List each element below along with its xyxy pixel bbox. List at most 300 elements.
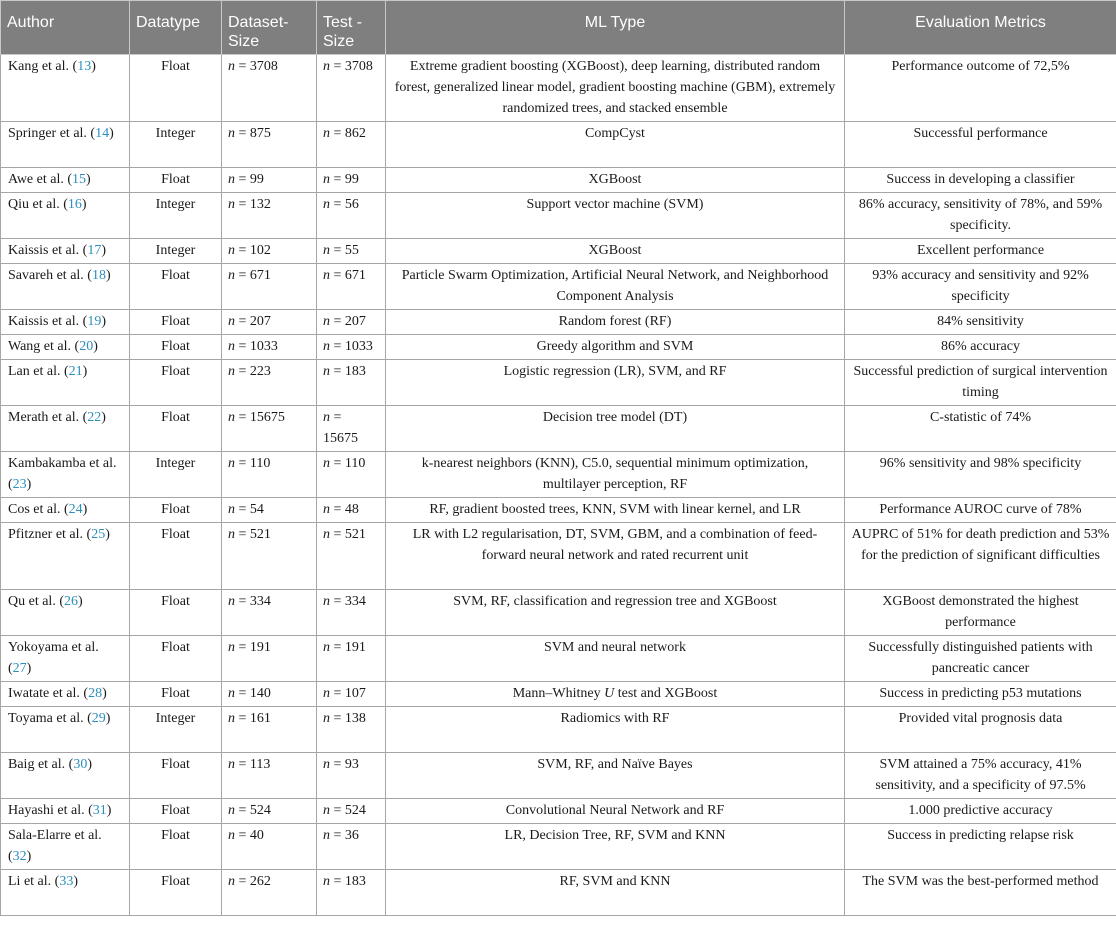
size-value: = 40 [235, 828, 264, 843]
size-value: = 1033 [235, 339, 278, 354]
author-paren: ) [82, 502, 88, 517]
author-paren: ) [105, 527, 110, 542]
table-row [1, 193, 1116, 239]
ml-type-cell: SVM, RF, classification and regression tree and XGBoost [386, 590, 845, 636]
author-name: Kang et al. ( [8, 59, 78, 74]
dataset-size-cell [222, 406, 317, 452]
header-evaluation-metrics: Evaluation Metrics [845, 1, 1116, 55]
n-symbol: n [323, 803, 330, 818]
author-name: Cos et al. ( [8, 502, 69, 517]
size-value: = 99 [330, 172, 359, 187]
reference-link[interactable]: 20 [79, 339, 94, 354]
n-symbol: n [228, 456, 235, 471]
evaluation-metrics-cell: XGBoost demonstrated the highest performance [845, 590, 1116, 636]
datatype-cell: Float [130, 168, 222, 193]
author-cell [1, 682, 130, 707]
evaluation-metrics-cell: 86% accuracy [845, 335, 1116, 360]
author-name: Toyama et al. ( [8, 711, 92, 726]
size-value: = 99 [235, 172, 264, 187]
ml-type-part: test and XGBoost [614, 686, 718, 701]
test-size-cell [317, 682, 386, 707]
n-symbol: n [228, 243, 235, 258]
author-cell [1, 239, 130, 264]
size-value: = 113 [235, 757, 271, 772]
dataset-size-cell [222, 55, 317, 122]
author-cell [1, 335, 130, 360]
datatype-cell: Float [130, 636, 222, 682]
dataset-size-cell [222, 452, 317, 498]
author-cell [1, 122, 130, 168]
test-size-cell [317, 636, 386, 682]
size-value: = 1033 [330, 339, 373, 354]
test-size-cell [317, 193, 386, 239]
size-value: = 3708 [330, 59, 373, 74]
datatype-cell: Float [130, 264, 222, 310]
test-size-cell [317, 55, 386, 122]
table-row [1, 360, 1116, 406]
table-row [1, 636, 1116, 682]
ml-type-cell: XGBoost [386, 168, 845, 193]
n-symbol: n [323, 828, 330, 843]
test-size-cell [317, 707, 386, 753]
table-row [1, 122, 1116, 168]
ml-type-cell: SVM and neural network [386, 636, 845, 682]
evaluation-metrics-cell: The SVM was the best-performed method [845, 870, 1116, 916]
n-symbol: n [228, 527, 235, 542]
header-test-size: Test -Size [317, 1, 386, 55]
size-value: = 521 [235, 527, 271, 542]
n-symbol: n [323, 197, 330, 212]
datatype-cell: Float [130, 590, 222, 636]
n-symbol: n [228, 364, 235, 379]
test-size-cell [317, 753, 386, 799]
author-cell [1, 636, 130, 682]
n-symbol: n [228, 268, 235, 283]
author-cell [1, 406, 130, 452]
n-symbol: n [228, 686, 235, 701]
table-row [1, 335, 1116, 360]
table-row [1, 682, 1116, 707]
ml-type-cell: Support vector machine (SVM) [386, 193, 845, 239]
test-size-cell [317, 870, 386, 916]
n-symbol: n [228, 757, 235, 772]
evaluation-metrics-cell: Success in predicting relapse risk [845, 824, 1116, 870]
ml-type-cell: Convolutional Neural Network and RF [386, 799, 845, 824]
size-value: = 191 [330, 640, 366, 655]
table-row [1, 824, 1116, 870]
n-symbol: n [228, 502, 235, 517]
datatype-cell: Float [130, 406, 222, 452]
author-cell [1, 498, 130, 523]
dataset-size-cell [222, 682, 317, 707]
author-paren: ) [91, 59, 96, 74]
size-value: = 524 [235, 803, 271, 818]
size-value: = 140 [235, 686, 271, 701]
test-size-cell [317, 122, 386, 168]
datatype-cell: Integer [130, 707, 222, 753]
author-paren: ) [26, 849, 32, 864]
author-name: Pfitzner et al. ( [8, 527, 92, 542]
evaluation-metrics-cell: 86% accuracy, sensitivity of 78%, and 59% specificity. [845, 193, 1116, 239]
header-dataset-size: Dataset-Size [222, 1, 317, 55]
ml-type-part: U [604, 686, 615, 701]
n-symbol: n [228, 197, 235, 212]
size-value: = 223 [235, 364, 271, 379]
ml-type-cell: SVM, RF, and Naïve Bayes [386, 753, 845, 799]
size-value: = 207 [330, 314, 366, 329]
n-symbol: n [228, 339, 235, 354]
n-symbol: n [228, 803, 235, 818]
datatype-cell: Float [130, 870, 222, 916]
author-cell [1, 523, 130, 590]
n-symbol: n [323, 527, 330, 542]
author-cell [1, 452, 130, 498]
datatype-cell: Float [130, 753, 222, 799]
n-symbol: n [323, 410, 330, 425]
dataset-size-cell [222, 122, 317, 168]
dataset-size-cell [222, 168, 317, 193]
ml-type-cell: RF, gradient boosted trees, KNN, SVM with linear kernel, and LR [386, 498, 845, 523]
n-symbol: n [228, 874, 235, 889]
ml-type-cell: k-nearest neighbors (KNN), C5.0, sequential minimum optimization, multilayer perception, RF [386, 452, 845, 498]
reference-link[interactable]: 15 [72, 172, 87, 187]
author-cell [1, 55, 130, 122]
author-paren: ) [73, 874, 78, 889]
table-row [1, 264, 1116, 310]
test-size-cell [317, 523, 386, 590]
test-size-cell [317, 310, 386, 335]
header-row [1, 1, 1116, 55]
size-value: = 138 [330, 711, 366, 726]
dataset-size-cell [222, 335, 317, 360]
author-name: Kaissis et al. ( [8, 243, 88, 258]
evaluation-metrics-cell: 96% sensitivity and 98% specificity [845, 452, 1116, 498]
evaluation-metrics-cell: 1.000 predictive accuracy [845, 799, 1116, 824]
dataset-size-cell [222, 193, 317, 239]
author-name: Baig et al. ( [8, 757, 74, 772]
n-symbol: n [228, 640, 235, 655]
datatype-cell: Float [130, 360, 222, 406]
ml-type-cell: Decision tree model (DT) [386, 406, 845, 452]
test-size-cell [317, 824, 386, 870]
reference-link[interactable]: 13 [77, 59, 92, 74]
n-symbol: n [228, 594, 235, 609]
datatype-cell: Float [130, 682, 222, 707]
author-name: Sala-Elarre et al. ( [8, 828, 102, 864]
reference-link[interactable]: 31 [92, 803, 107, 818]
size-value: = 183 [330, 874, 366, 889]
n-symbol: n [323, 126, 330, 141]
evaluation-metrics-cell: Successful prediction of surgical intervention timing [845, 360, 1116, 406]
n-symbol: n [228, 410, 235, 425]
reference-link[interactable]: 30 [73, 757, 88, 772]
n-symbol: n [323, 711, 330, 726]
ml-type-cell: Radiomics with RF [386, 707, 845, 753]
n-symbol: n [323, 268, 330, 283]
test-size-cell [317, 168, 386, 193]
author-name: Lan et al. ( [8, 364, 69, 379]
author-cell [1, 753, 130, 799]
reference-link[interactable]: 28 [88, 686, 103, 701]
author-paren: ) [105, 711, 111, 726]
author-name: Yokoyama et al. ( [8, 640, 99, 676]
datatype-cell: Integer [130, 452, 222, 498]
reference-link[interactable]: 17 [87, 243, 102, 258]
size-value: = 207 [235, 314, 271, 329]
datatype-cell: Float [130, 335, 222, 360]
author-cell [1, 799, 130, 824]
ml-type-cell: LR, Decision Tree, RF, SVM and KNN [386, 824, 845, 870]
size-value: = 36 [330, 828, 359, 843]
dataset-size-cell [222, 523, 317, 590]
n-symbol: n [323, 502, 330, 517]
ml-type-cell: CompCyst [386, 122, 845, 168]
author-name: Wang et al. ( [8, 339, 80, 354]
size-value: = 262 [235, 874, 271, 889]
author-name: Qiu et al. ( [8, 197, 68, 212]
reference-link[interactable]: 29 [91, 711, 106, 726]
size-value: = 110 [330, 456, 366, 471]
reference-link[interactable]: 21 [68, 364, 83, 379]
n-symbol: n [323, 339, 330, 354]
size-value: = 161 [235, 711, 271, 726]
dataset-size-cell [222, 799, 317, 824]
author-paren: ) [82, 364, 88, 379]
size-value: = 56 [330, 197, 359, 212]
reference-link[interactable]: 16 [67, 197, 82, 212]
size-value: = 183 [330, 364, 366, 379]
author-name: Kaissis et al. ( [8, 314, 88, 329]
author-paren: ) [87, 757, 92, 772]
reference-link[interactable]: 22 [87, 410, 102, 425]
evaluation-metrics-cell: Successful performance [845, 122, 1116, 168]
n-symbol: n [228, 172, 235, 187]
table-row [1, 590, 1116, 636]
n-symbol: n [323, 172, 330, 187]
table-row [1, 753, 1116, 799]
author-paren: ) [26, 661, 32, 676]
size-value: = 15675 [235, 410, 285, 425]
n-symbol: n [228, 314, 235, 329]
reference-link[interactable]: 24 [68, 502, 83, 517]
reference-link[interactable]: 18 [91, 268, 106, 283]
ml-type-cell: RF, SVM and KNN [386, 870, 845, 916]
size-value: = 48 [330, 502, 359, 517]
author-name: Qu et al. ( [8, 594, 64, 609]
table-row [1, 239, 1116, 264]
author-paren: ) [26, 477, 32, 492]
ml-type-cell: Random forest (RF) [386, 310, 845, 335]
ml-type-cell: Extreme gradient boosting (XGBoost), deep learning, distributed random forest, generalized linear model, gradient boosting machine (GBM), extremely randomized trees, and stacked ensemble [386, 55, 845, 122]
size-value: = 55 [330, 243, 359, 258]
evaluation-metrics-cell: Successfully distinguished patients with pancreatic cancer [845, 636, 1116, 682]
size-value: = 521 [330, 527, 366, 542]
n-symbol: n [323, 59, 330, 74]
author-cell [1, 264, 130, 310]
author-cell [1, 168, 130, 193]
dataset-size-cell [222, 310, 317, 335]
author-cell [1, 360, 130, 406]
ml-type-cell: Particle Swarm Optimization, Artificial Neural Network, and Neighborhood Component Analysis [386, 264, 845, 310]
dataset-size-cell [222, 264, 317, 310]
author-name: Hayashi et al. ( [8, 803, 93, 818]
reference-link[interactable]: 23 [12, 477, 27, 492]
n-symbol: n [228, 828, 235, 843]
dataset-size-cell [222, 590, 317, 636]
author-paren: ) [109, 126, 114, 141]
author-cell [1, 193, 130, 239]
author-cell [1, 824, 130, 870]
reference-link[interactable]: 14 [95, 126, 110, 141]
evaluation-metrics-cell: SVM attained a 75% accuracy, 41% sensitivity, and a specificity of 97.5% [845, 753, 1116, 799]
evaluation-metrics-cell: 93% accuracy and sensitivity and 92% specificity [845, 264, 1116, 310]
reference-link[interactable]: 32 [12, 849, 27, 864]
table-row [1, 168, 1116, 193]
datatype-cell: Integer [130, 122, 222, 168]
author-paren: ) [86, 172, 91, 187]
evaluation-metrics-cell: Excellent performance [845, 239, 1116, 264]
dataset-size-cell [222, 824, 317, 870]
test-size-cell [317, 335, 386, 360]
datatype-cell: Integer [130, 239, 222, 264]
test-size-cell [317, 498, 386, 523]
n-symbol: n [323, 364, 330, 379]
datatype-cell: Float [130, 799, 222, 824]
n-symbol: n [323, 314, 330, 329]
n-symbol: n [323, 686, 330, 701]
size-value: = 132 [235, 197, 271, 212]
header-ml-type: ML Type [386, 1, 845, 55]
reference-link[interactable]: 19 [87, 314, 102, 329]
n-symbol: n [323, 594, 330, 609]
ml-type-cell: Greedy algorithm and SVM [386, 335, 845, 360]
author-name: Springer et al. ( [8, 126, 96, 141]
size-value: = 102 [235, 243, 271, 258]
n-symbol: n [228, 59, 235, 74]
dataset-size-cell [222, 239, 317, 264]
n-symbol: n [228, 711, 235, 726]
table-row [1, 498, 1116, 523]
dataset-size-cell [222, 870, 317, 916]
test-size-cell [317, 452, 386, 498]
author-paren: ) [105, 268, 111, 283]
size-value: = 671 [330, 268, 366, 283]
reference-link[interactable]: 25 [91, 527, 106, 542]
author-name: Merath et al. ( [8, 410, 88, 425]
reference-link[interactable]: 26 [63, 594, 78, 609]
ml-type-cell: XGBoost [386, 239, 845, 264]
table-row [1, 523, 1116, 590]
size-value: = 862 [330, 126, 366, 141]
size-value: = 107 [330, 686, 366, 701]
size-value: = 334 [330, 594, 366, 609]
evaluation-metrics-cell: Performance outcome of 72,5% [845, 55, 1116, 122]
size-value: = 334 [235, 594, 271, 609]
table-row [1, 452, 1116, 498]
test-size-cell [317, 360, 386, 406]
size-value: = 671 [235, 268, 271, 283]
datatype-cell: Float [130, 55, 222, 122]
author-cell [1, 590, 130, 636]
author-name: Iwatate et al. ( [8, 686, 89, 701]
size-value: = 93 [330, 757, 359, 772]
ml-type-cell [386, 682, 845, 707]
evaluation-metrics-cell: Performance AUROC curve of 78% [845, 498, 1116, 523]
size-value: = 524 [330, 803, 366, 818]
ml-type-cell: Logistic regression (LR), SVM, and RF [386, 360, 845, 406]
table-row [1, 310, 1116, 335]
n-symbol: n [323, 640, 330, 655]
author-paren: ) [102, 686, 107, 701]
n-symbol: n [323, 456, 330, 471]
datatype-cell: Float [130, 498, 222, 523]
size-value: = 15675 [323, 410, 358, 446]
n-symbol: n [323, 243, 330, 258]
evaluation-metrics-cell: 84% sensitivity [845, 310, 1116, 335]
reference-link[interactable]: 33 [59, 874, 74, 889]
dataset-size-cell [222, 360, 317, 406]
author-name: Awe et al. ( [8, 172, 73, 187]
author-cell [1, 310, 130, 335]
ml-type-part: Mann–Whitney [512, 686, 605, 701]
size-value: = 191 [235, 640, 271, 655]
table-row [1, 707, 1116, 753]
table-row [1, 870, 1116, 916]
datatype-cell: Float [130, 824, 222, 870]
size-value: = 875 [235, 126, 271, 141]
author-paren: ) [101, 243, 106, 258]
datatype-cell: Float [130, 523, 222, 590]
dataset-size-cell [222, 707, 317, 753]
author-paren: ) [93, 339, 98, 354]
table-row [1, 55, 1116, 122]
test-size-cell [317, 590, 386, 636]
table-row [1, 799, 1116, 824]
author-paren: ) [81, 197, 87, 212]
size-value: = 110 [235, 456, 271, 471]
test-size-cell [317, 264, 386, 310]
author-name: Kambakamba et al. ( [8, 456, 117, 492]
test-size-cell [317, 799, 386, 824]
reference-link[interactable]: 27 [12, 661, 27, 676]
n-symbol: n [323, 757, 330, 772]
evaluation-metrics-cell: Success in developing a classifier [845, 168, 1116, 193]
test-size-cell [317, 239, 386, 264]
datatype-cell: Float [130, 310, 222, 335]
size-value: = 54 [235, 502, 264, 517]
author-name: Savareh et al. ( [8, 268, 92, 283]
author-paren: ) [101, 410, 106, 425]
author-cell [1, 707, 130, 753]
author-paren: ) [101, 314, 106, 329]
dataset-size-cell [222, 498, 317, 523]
dataset-size-cell [222, 753, 317, 799]
test-size-cell [317, 406, 386, 452]
author-paren: ) [77, 594, 83, 609]
header-author: Author [1, 1, 130, 55]
author-paren: ) [106, 803, 112, 818]
dataset-size-cell [222, 636, 317, 682]
ml-type-cell: LR with L2 regularisation, DT, SVM, GBM, and a combination of feed-forward neural network and rated recurrent unit [386, 523, 845, 590]
n-symbol: n [228, 126, 235, 141]
author-name: Li et al. ( [8, 874, 60, 889]
header-datatype: Datatype [130, 1, 222, 55]
size-value: = 3708 [235, 59, 278, 74]
evaluation-metrics-cell: Success in predicting p53 mutations [845, 682, 1116, 707]
author-cell [1, 870, 130, 916]
datatype-cell: Integer [130, 193, 222, 239]
n-symbol: n [323, 874, 330, 889]
